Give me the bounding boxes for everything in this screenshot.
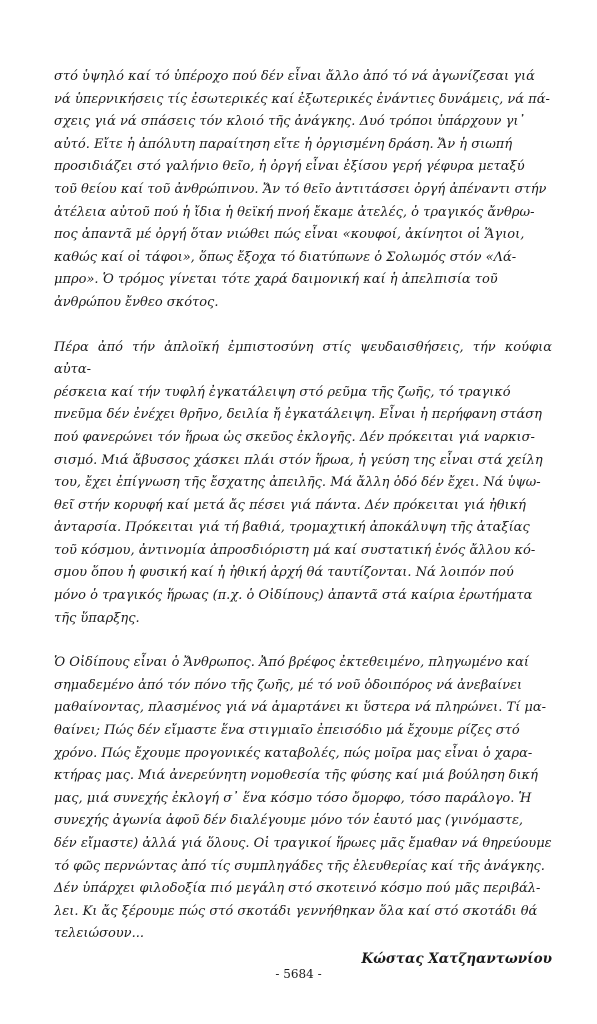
document-body <box>54 66 552 971</box>
paragraph-spacer <box>54 315 552 337</box>
paragraph-3: Ὁ Οἰδίπους εἶναι ὁ Ἄνθρωπος. Ἀπό βρέφος ἐκτεθειμένο, πληγωμένο καί σημαδεμένο ἀπό τόν πόνο τῆς ζωῆς, μέ τό νοῦ ὁδοιπόρος νά ἀνεβαίνει μαθαίνοντας, πλασμένος γιά νά ἁμαρτάνει κι ὕστερα νά πληρώνει. Τί μα- θαίνει; Πώς δέν εἴμαστε ἕνα στιγμιαῖο ἐπεισόδιο μά ἔχουμε ρίζες στό χρόνο. Πώς ἔχουμε προγονικές καταβολές, πώς μοῖρα μας εἶναι ὁ χαρα- κτήρας μας. Μιά ἀνερεύνητη νομοθεσία τῆς φύσης καί μιά βούληση δική μας, μιά συνεχής ἐκλογή σ᾽ ἕνα κόσμο τόσο ὄμορφο, τόσο παράλογο. Ἡ συνεχής ἀγωνία ἀφοῦ δέν διαλέγουμε μόνο τόν ἑαυτό μας (γινόμαστε, δέν εἴμαστε) ἀλλά γιά ὅλους. Οἱ τραγικοί ἥρωες μᾶς ἔμαθαν νά θηρεύουμε τό φῶς περνώντας ἀπό τίς συμπληγάδες τῆς ἐλευθερίας καί τῆς ἀνάγκης. Δέν ὑπάρχει φιλοδοξία πιό μεγάλη στό σκοτεινό κόσμο πού μᾶς περιβάλ- λει. Κι ἄς ξέρουμε πώς στό σκοτάδι γεννήθηκαν ὅλα καί στό σκοτάδι θά τελειώσουν... <box>54 655 552 942</box>
paragraph-spacer <box>54 630 552 652</box>
page-number: - 5684 - <box>275 967 322 981</box>
paragraph-2: Πέρα ἀπό τήν ἀπλοϊκή ἐμπιστοσύνη στίς ψευδαισθήσεις, τήν κούφια αὐτα- ρέσκεια καί τήν τυφλή ἐγκατάλειψη στό ρεῦμα τῆς ζωῆς, τό τραγικό πνεῦμα δέν ἐνέχει θρῆνο, δειλία ἤ ἐγκατάλειψη. Εἶναι ἡ περήφανη στάση πού φανερώνει τόν ἥρωα ὡς σκεῦος ἐκλογῆς. Δέν πρόκειται γιά ναρκισ- σισμό. Μιά ἄβυσσος χάσκει πλάι στόν ἥρωα, ἡ γεύση της εἶναι στά χείλη του, ἔχει ἐπίγνωση τῆς ἔσχατης ἀπειλῆς. Μά ἄλλη ὁδό δέν ἔχει. Νά ὑψω- θεῖ στήν κορυφή καί μετά ἄς πέσει γιά πάντα. Δέν πρόκειται γιά ἠθική ἀνταρσία. Πρόκειται γιά τή βαθιά, τρομαχτική ἀποκάλυψη τῆς ἀταξίας τοῦ κόσμου, ἀντινομία ἀπροσδιόριστη μά καί συστατική ἑνός ἄλλου κό- σμου ὅπου ἡ φυσική καί ἡ ἠθική ἀρχή θά ταυτίζονται. Νά λοιπόν πού μόνο ὁ τραγικός ἥρωας (π.χ. ὁ Οἰδίπους) ἀπαντᾶ στά καίρια ἐρωτήματα τῆς ὕπαρξης. <box>54 339 552 626</box>
paragraph-1: στό ὑψηλό καί τό ὑπέροχο πού δέν εἶναι ἄλλο ἀπό τό νά ἀγωνίζεσαι γιά νά ὑπερνικήσεις τίς ἐσωτερικές καί ἐξωτερικές ἐνάντιες δυνάμεις, νά πά- σχεις γιά νά σπάσεις τόν κλοιό τῆς ἀνάγκης. Δυό τρόποι ὑπάρχουν γι᾽ αὐτό. Εἴτε ἡ ἀπόλυτη παραίτηση εἴτε ἡ ὀργισμένη δράση. Ἄν ἡ σιωπή προσιδιάζει στό γαλήνιο θεῖο, ἡ ὀργή εἶναι ἐξίσου γερή γέφυρα μεταξύ τοῦ θείου καί τοῦ ἀνθρώπινου. Ἄν τό θεῖο ἀντιτάσσει ὀργή ἀπέναντι στήν ἀτέλεια αὐτοῦ πού ἡ ἴδια ἡ θεϊκή πνοή ἔκαμε ἀτελές, ὁ τραγικός ἄνθρω- πος ἀπαντᾶ μέ ὀργή ὅταν νιώθει πώς εἶναι «κουφοί, ἀκίνητοι οἱ Ἅγιοι, καθώς καί οἱ τάφοι», ὅπως ἔξοχα τό διατύπωνε ὁ Σολωμός στόν «Λά- μπρο». Ὁ τρόμος γίνεται τότε χαρά δαιμονική καί ἡ ἀπελπισία τοῦ ἀνθρώπου ἔνθεο σκότος. <box>54 69 550 310</box>
author-signature: Κώστας Χατζηαντωνίου <box>361 950 552 967</box>
